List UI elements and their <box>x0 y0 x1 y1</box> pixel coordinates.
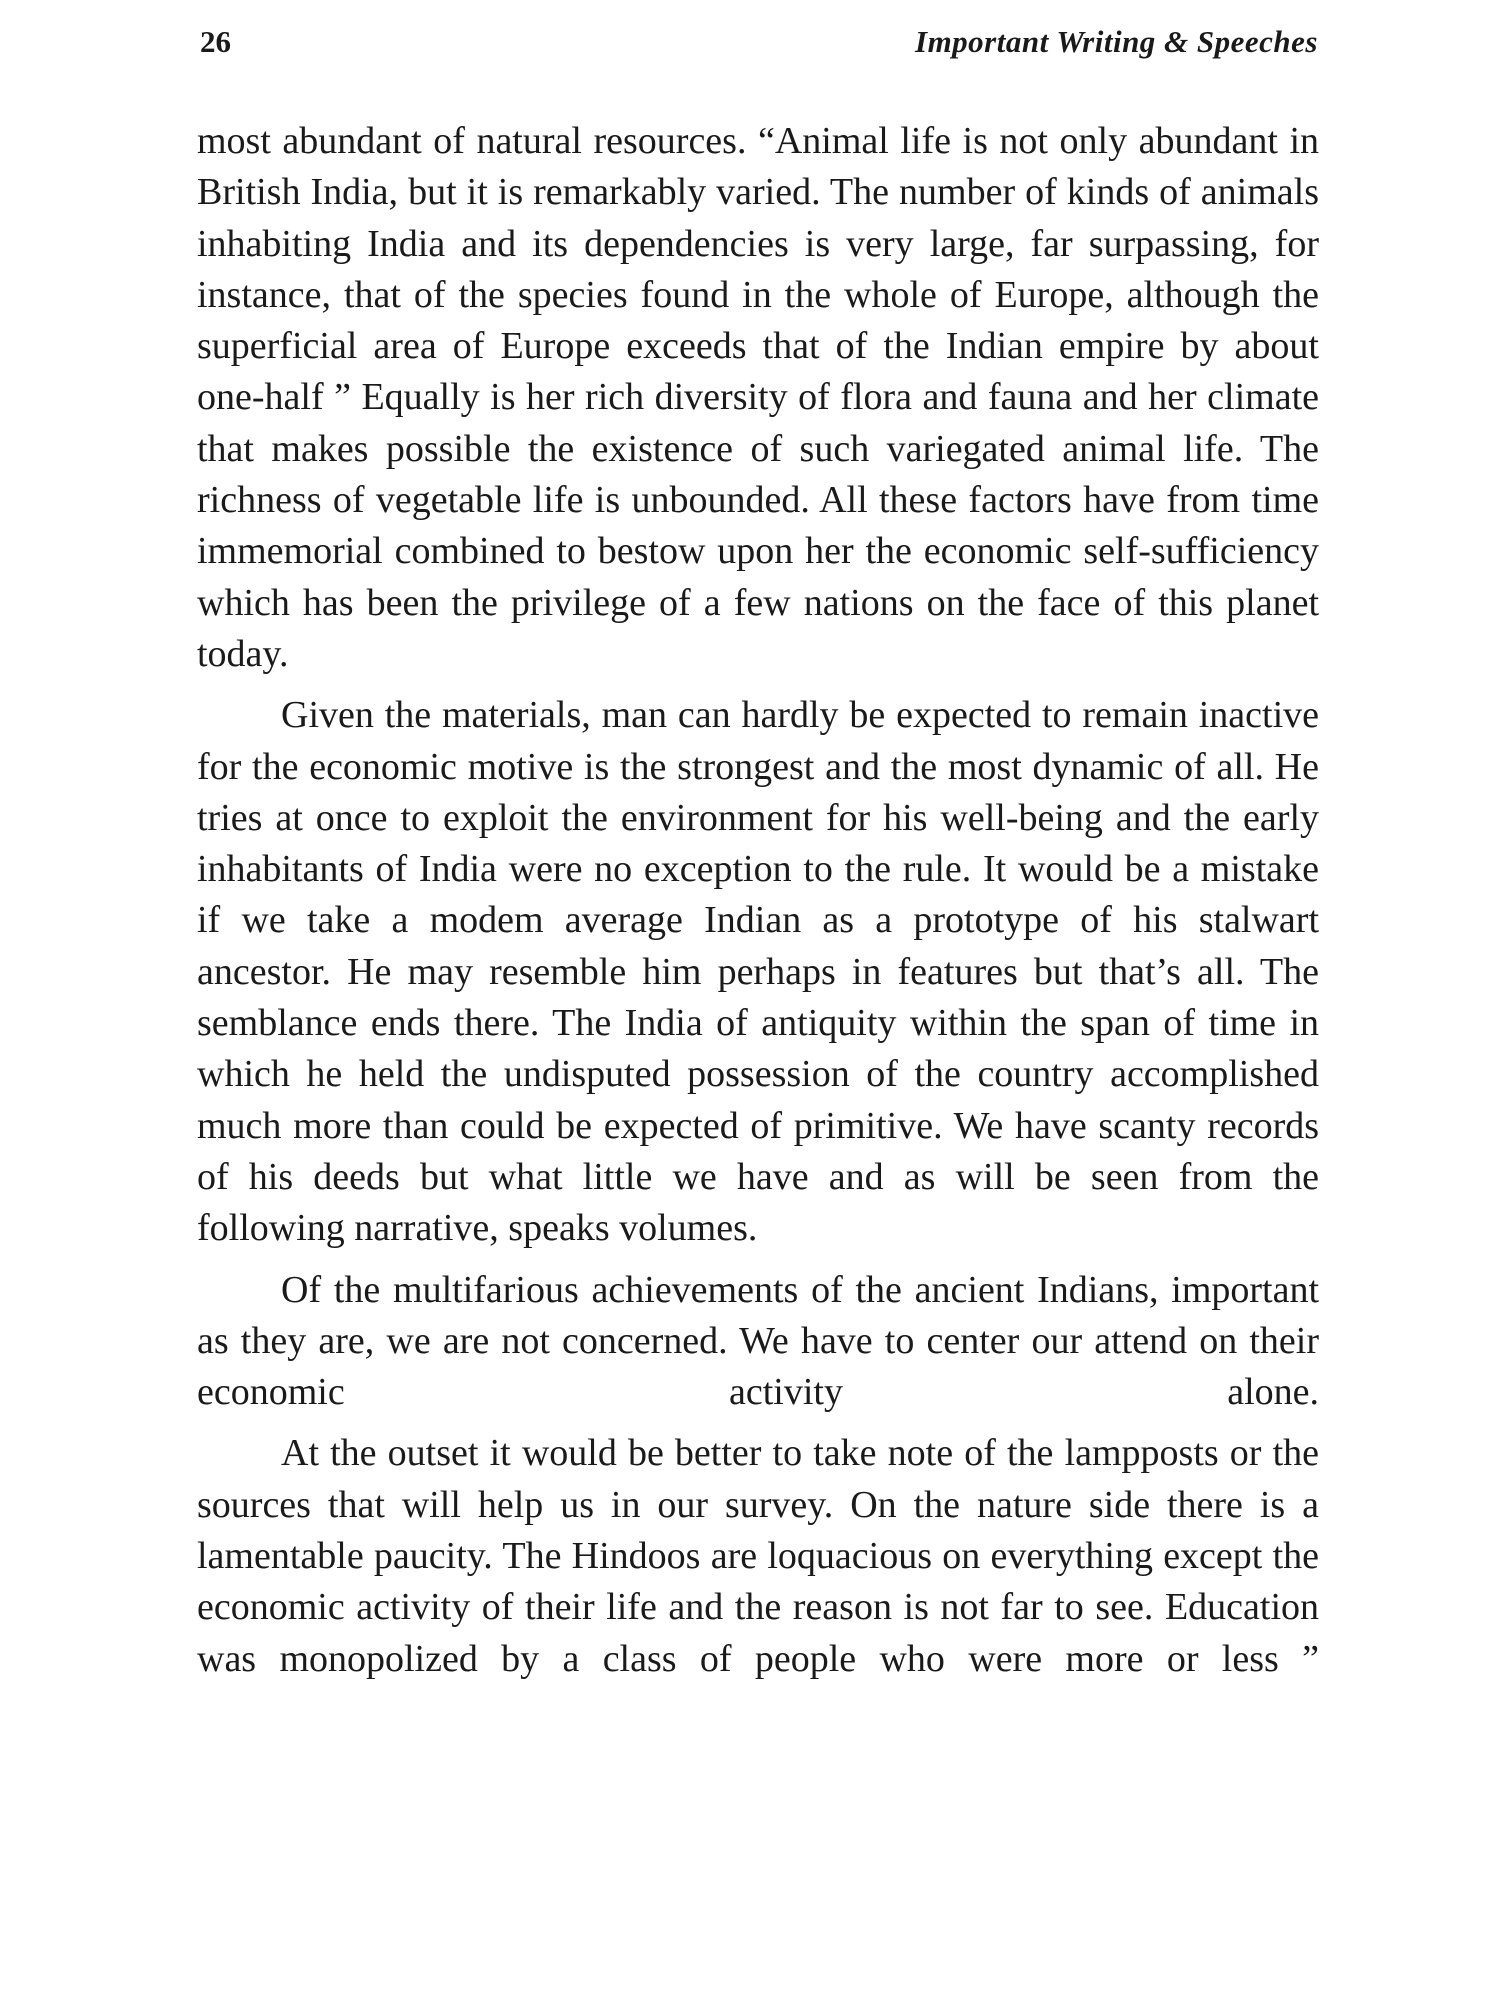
text-line: antiquity within the span of time in which he held the <box>197 1002 1320 1096</box>
body-text <box>197 116 1319 1685</box>
text-line: of the species found in the whole of Europe, although the <box>413 273 1320 316</box>
text-line: abundant in British India, but it is remarkably varied. The <box>197 120 1320 214</box>
text-line: number of kinds of animals inhabiting India and its <box>197 171 1319 265</box>
text-line: undisputed possession of the country accomplished much <box>197 1053 1320 1147</box>
paragraph-4 <box>197 1428 1319 1684</box>
text-line: such variegated animal life. The richness of vegetable life is <box>197 427 1320 522</box>
text-line: combined to bestow upon her the economic self-sufficiency <box>394 530 1320 573</box>
paragraph-2 <box>197 690 1319 1254</box>
text-line: unbounded. All these factors have from time immemorial <box>197 479 1319 573</box>
text-line: and the most dynamic of all. He tries at once to exploit the <box>197 745 1319 839</box>
paragraph-3 <box>197 1265 1319 1419</box>
text-line: of their life and the reason is not far to see. Education was <box>197 1586 1319 1680</box>
text-line: lampposts or the sources that will help us in our survey. On <box>197 1432 1320 1526</box>
text-line: this planet today. <box>197 581 1320 675</box>
text-line: Indians, important as they are, we are not concerned. We <box>197 1268 1320 1362</box>
text-line: monopolized by a class of people who were more or less ” <box>279 1637 1319 1680</box>
text-line: India were no exception to the rule. It would be a mistake if <box>197 848 1320 942</box>
text-line: are loquacious on everything except the economic activity <box>197 1535 1320 1629</box>
running-title: Important Writing & Speeches <box>915 24 1318 59</box>
text-line: by about one-half ” Equally is her rich diversity of flora and <box>197 325 1319 419</box>
text-line: At the outset it would be better to take note of the <box>281 1432 1054 1475</box>
text-line: have to center our attend on their economic activity alone. <box>197 1319 1319 1414</box>
text-line: but that’s all. The semblance ends there. The India of <box>197 950 1320 1045</box>
running-header <box>200 20 1318 70</box>
text-line: Of the multifarious achievements of the ancient <box>281 1268 1025 1311</box>
paragraph-1 <box>197 116 1319 680</box>
text-line: remain inactive for the economic motive is the strongest <box>197 694 1320 788</box>
text-line: dependencies is very large, far surpassing, for instance, that <box>197 222 1319 316</box>
text-line: fauna and her climate that makes possible the existence of <box>197 376 1320 470</box>
page-number: 26 <box>200 24 231 59</box>
text-line: which has been the privilege of a few nations on the face of <box>197 581 1146 624</box>
text-line: Given the materials, man can hardly be expected to <box>281 694 1072 737</box>
text-line: stalwart ancestor. He may resemble him perhaps in features <box>197 899 1320 993</box>
text-line: records of his deeds but what little we have and as will be <box>197 1104 1320 1198</box>
text-line: environment for his well-being and the early inhabitants of <box>197 796 1319 891</box>
text-line: we take a modem average Indian as a prototype of his <box>241 899 1178 942</box>
text-line: the nature side there is a lamentable paucity. The Hindoos <box>197 1483 1319 1578</box>
text-line: seen from the following narrative, speaks volumes. <box>197 1155 1320 1250</box>
text-line: more than could be expected of primitive. We have scanty <box>293 1104 1196 1147</box>
text-line: superficial area of Europe exceeds that of the Indian empire <box>197 325 1165 368</box>
text-line: most abundant of natural resources. “Animal life is not only <box>197 120 1128 162</box>
